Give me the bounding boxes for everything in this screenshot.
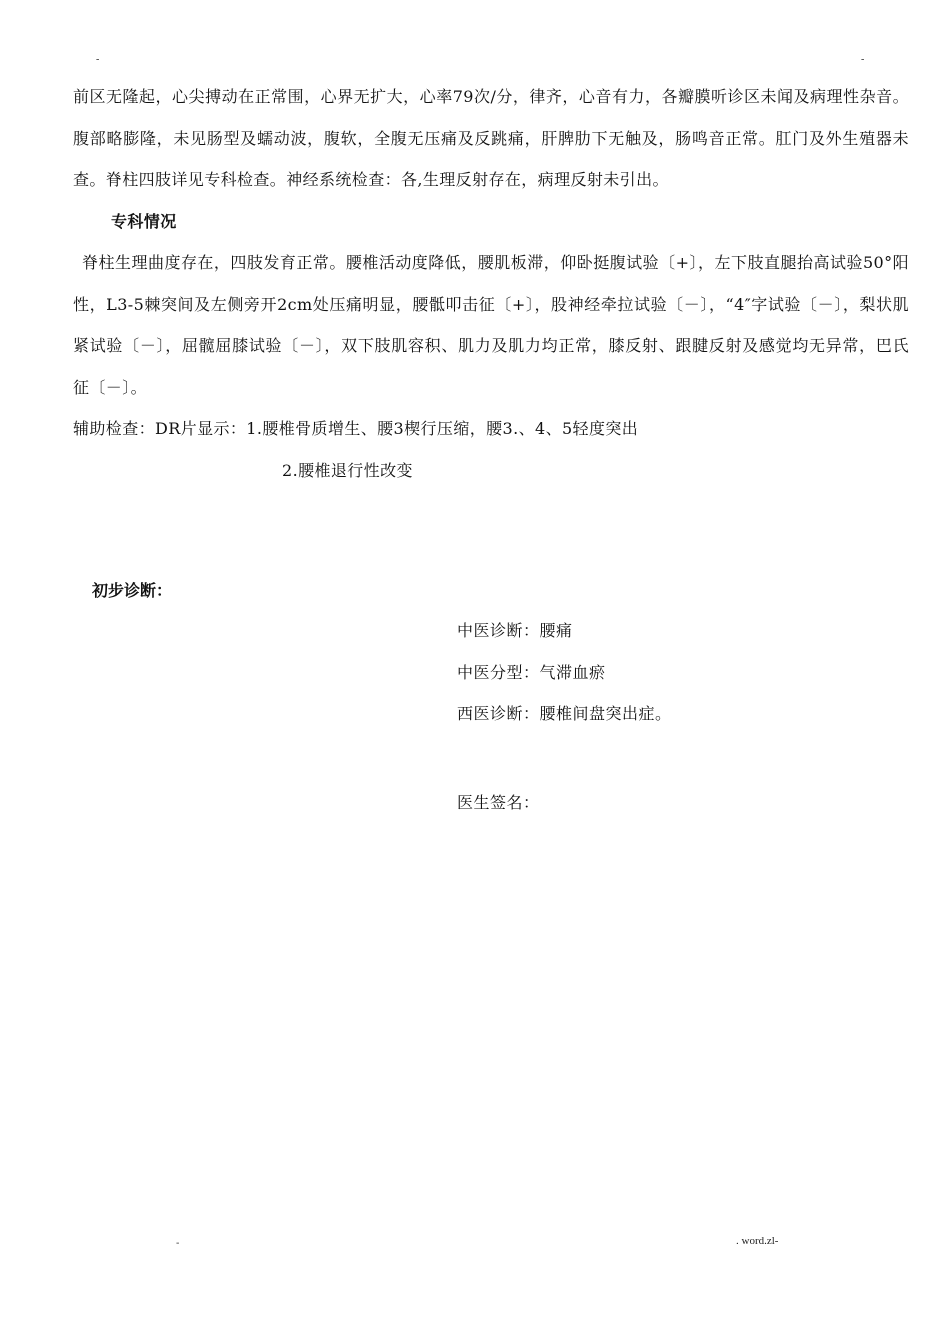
- tcm-diagnosis: 中医诊断：腰痛: [457, 621, 573, 640]
- header-right-marker: -: [861, 54, 865, 65]
- specialty-paragraph: 脊柱生理曲度存在，四肢发育正常。腰椎活动度降低，腰肌板滞，仰卧挺腹试验〔+〕，左下肢直腿抬高试验50°阳性，L3-5棘突间及左侧旁开2cm处压痛明显，腰骶叩击征〔+〕，股神经牵拉试验〔－〕，“4″字试验〔－〕，梨状肌紧试验〔－〕，屈髋屈膝试验〔－〕，双下肢肌容积、肌力及肌力均正常，膝反射、跟腱反射及感觉均无异常，巴氏征〔－〕。: [73, 253, 909, 397]
- aux-exam-line-1: 辅助检查：DR片显示：1.腰椎骨质增生、腰3楔行压缩，腰3.、4、5轻度突出: [73, 419, 639, 438]
- header-left-marker: -: [96, 54, 100, 65]
- footer-left-marker: -: [176, 1238, 180, 1249]
- tcm-type: 中医分型：气滞血瘀: [457, 662, 606, 682]
- aux-exam-line-2: 2.腰椎退行性改变: [282, 460, 413, 480]
- footer-source-text: . word.zl-: [736, 1235, 779, 1247]
- exam-paragraph: 前区无隆起，心尖搏动在正常围，心界无扩大，心率79次/分，律齐，心音有力，各瓣膜听诊区未闻及病理性杂音。腹部略膨隆，未见肠型及蠕动波，腹软，全腹无压痛及反跳痛，肝脾肋下无触及，肠鸣音正常。肛门及外生殖器未查。脊柱四肢详见专科检查。神经系统检查：各,生理反射存在，病理反射未引出。: [73, 87, 909, 189]
- diagnosis-block: [457, 610, 672, 735]
- doctor-signature-label: 医生签名：: [457, 793, 540, 812]
- specialty-title: 专科情况: [111, 211, 177, 231]
- document-body: [73, 76, 909, 491]
- preliminary-diagnosis-title: 初步诊断：: [92, 581, 173, 600]
- western-diagnosis: 西医诊断：腰椎间盘突出症。: [457, 704, 672, 723]
